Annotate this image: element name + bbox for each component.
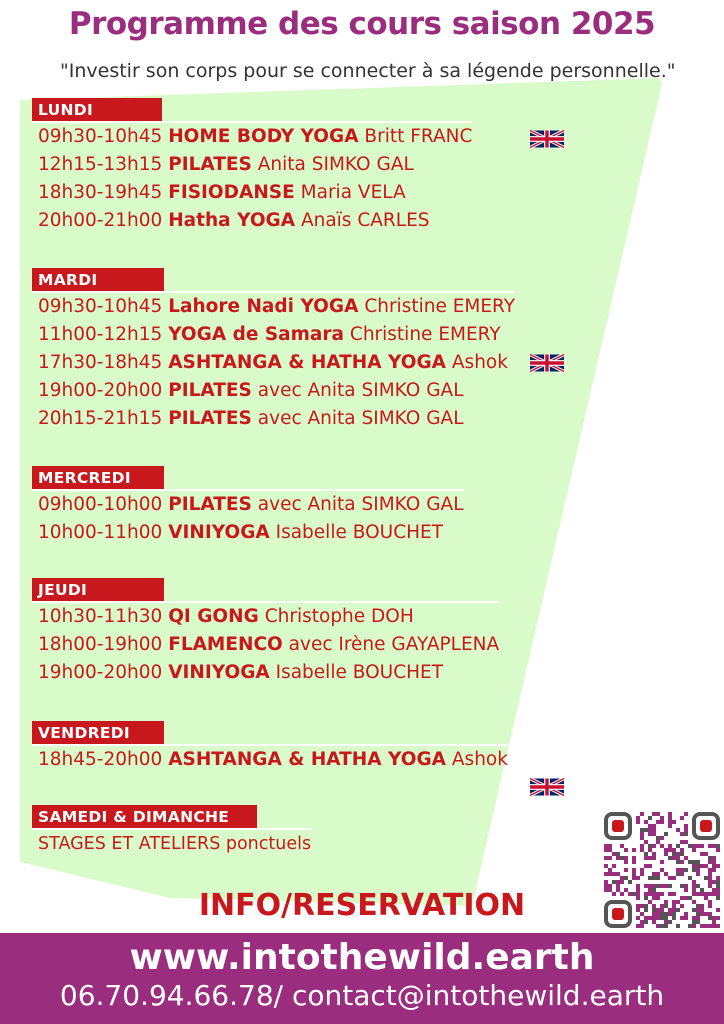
course-item [32, 659, 499, 687]
course-name: PILATES [168, 408, 252, 429]
course-item [32, 631, 499, 659]
course-item [32, 491, 464, 519]
website-link[interactable]: www.intothewild.earth [129, 937, 595, 978]
course-time: 20h15-21h15 [38, 408, 163, 429]
course-item [32, 519, 464, 547]
course-name: YOGA de Samara [168, 324, 345, 345]
course-time: 09h30-10h45 [38, 126, 163, 147]
course-time: 17h30-18h45 [38, 352, 163, 373]
uk-flag-icon [530, 354, 564, 372]
course-item [32, 293, 515, 321]
day-label: MARDI [32, 268, 164, 291]
course-teacher: Maria VELA [300, 182, 406, 203]
course-teacher: Ashok [446, 749, 508, 770]
course-teacher: STAGES ET ATELIERS ponctuels [38, 834, 312, 854]
day-block-vendredi [32, 721, 508, 774]
course-item [32, 321, 515, 349]
course-time: 19h00-20h00 [38, 662, 163, 683]
course-time: 09h00-10h00 [38, 494, 163, 515]
course-time: 18h00-19h00 [38, 634, 163, 655]
course-teacher: Ashok [451, 352, 508, 373]
day-block-mardi [32, 268, 515, 433]
day-block-mercredi [32, 466, 464, 547]
course-item [32, 207, 472, 235]
course-name: PILATES [168, 154, 252, 175]
course-name: FLAMENCO [168, 634, 283, 655]
course-name: ASHTANGA & HATHA YOGA [168, 749, 447, 770]
course-time: 10h00-11h00 [38, 522, 163, 543]
day-label: VENDREDI [32, 721, 164, 744]
info-reservation-title: INFO/RESERVATION [198, 888, 526, 923]
day-label: MERCREDI [32, 466, 164, 489]
course-teacher: Anita SIMKO GAL [257, 154, 414, 175]
course-item [32, 349, 515, 377]
course-name: Lahore Nadi YOGA [168, 296, 359, 317]
day-label: LUNDI [32, 98, 162, 121]
course-name: ASHTANGA & HATHA YOGA [168, 352, 447, 373]
course-time: 19h00-20h00 [38, 380, 163, 401]
day-block-lundi [32, 98, 472, 235]
course-time: 11h00-12h15 [38, 324, 163, 345]
course-teacher: avec Anita SIMKO GAL [257, 380, 464, 401]
day-block-jeudi [32, 578, 499, 687]
course-item [32, 603, 499, 631]
course-item [32, 179, 472, 207]
course-name: HOME BODY YOGA [168, 126, 359, 147]
course-time: 18h45-20h00 [38, 749, 163, 770]
course-name: Hatha YOGA [168, 210, 296, 231]
page-title: Programme des cours saison 2025 [68, 6, 656, 42]
course-item [32, 123, 472, 151]
day-block-weekend [32, 805, 311, 858]
course-teacher: Britt FRANC [364, 126, 473, 147]
course-time: 09h30-10h45 [38, 296, 163, 317]
course-time: 18h30-19h45 [38, 182, 163, 203]
uk-flag-icon [530, 778, 564, 796]
contact-line[interactable]: 06.70.94.66.78/ contact@intothewild.earth [59, 979, 665, 1012]
course-teacher: Isabelle BOUCHET [275, 522, 444, 543]
day-label: JEUDI [32, 578, 164, 601]
course-teacher: Christophe DOH [264, 606, 414, 627]
course-name: FISIODANSE [168, 182, 295, 203]
course-time: 12h15-13h15 [38, 154, 163, 175]
course-item [32, 405, 515, 433]
course-teacher: avec Anita SIMKO GAL [257, 494, 464, 515]
course-name: VINIYOGA [168, 522, 270, 543]
course-item [32, 830, 311, 858]
qr-code-icon[interactable] [604, 812, 720, 928]
day-label: SAMEDI & DIMANCHE [32, 805, 257, 828]
course-name: PILATES [168, 380, 252, 401]
course-item [32, 746, 508, 774]
course-teacher: avec Irène GAYAPLENA [288, 634, 500, 655]
course-item [32, 377, 515, 405]
course-name: QI GONG [168, 606, 259, 627]
course-teacher: Christine EMERY [349, 324, 501, 345]
course-name: PILATES [168, 494, 252, 515]
course-teacher: avec Anita SIMKO GAL [257, 408, 464, 429]
uk-flag-icon [530, 130, 564, 148]
footer-banner [0, 933, 724, 1024]
course-item [32, 151, 472, 179]
tagline-quote: "Investir son corps pour se connecter à sa légende personnelle." [60, 60, 676, 82]
course-time: 20h00-21h00 [38, 210, 163, 231]
course-teacher: Christine EMERY [364, 296, 516, 317]
course-teacher: Isabelle BOUCHET [275, 662, 444, 683]
course-teacher: Anaïs CARLES [300, 210, 430, 231]
course-name: VINIYOGA [168, 662, 270, 683]
course-time: 10h30-11h30 [38, 606, 163, 627]
